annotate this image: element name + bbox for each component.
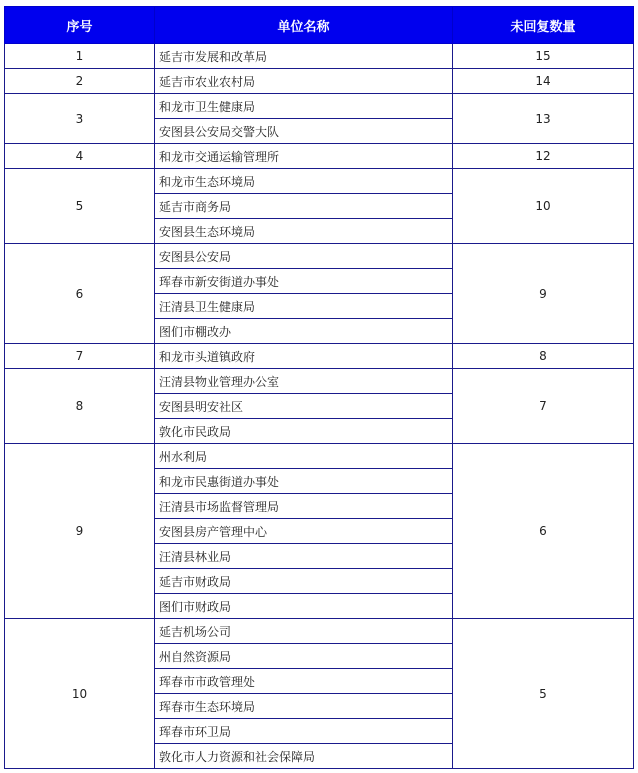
unreplied-count-cell: 10 [453,169,634,244]
seq-cell: 7 [5,344,155,369]
unit-name-cell: 敦化市人力资源和社会保障局 [155,744,453,769]
seq-cell: 5 [5,169,155,244]
unreplied-count-table [4,6,634,769]
unit-name-cell: 延吉市农业农村局 [155,69,453,94]
unreplied-count-cell: 8 [453,344,634,369]
unit-name-cell: 和龙市交通运输管理所 [155,144,453,169]
header-unreplied-count: 未回复数量 [453,7,634,44]
unit-name-cell: 延吉机场公司 [155,619,453,644]
unit-name-cell: 安图县公安局交警大队 [155,119,453,144]
unreplied-count-cell: 5 [453,619,634,769]
table-row [5,344,634,369]
unit-name-cell: 珲春市环卫局 [155,719,453,744]
seq-cell: 10 [5,619,155,769]
unit-name-cell: 敦化市民政局 [155,419,453,444]
header-seq: 序号 [5,7,155,44]
table-row [5,619,634,644]
unreplied-count-cell: 9 [453,244,634,344]
table-row [5,444,634,469]
unit-name-cell: 安图县明安社区 [155,394,453,419]
unit-name-cell: 珲春市生态环境局 [155,694,453,719]
table-row [5,144,634,169]
unit-name-cell: 州自然资源局 [155,644,453,669]
seq-cell: 6 [5,244,155,344]
unit-name-cell: 延吉市发展和改革局 [155,44,453,69]
unit-name-cell: 和龙市生态环境局 [155,169,453,194]
header-unit-name: 单位名称 [155,7,453,44]
unreplied-count-cell: 14 [453,69,634,94]
unit-name-cell: 安图县房产管理中心 [155,519,453,544]
unit-name-cell: 图们市财政局 [155,594,453,619]
unit-name-cell: 汪清县林业局 [155,544,453,569]
unit-name-cell: 汪清县物业管理办公室 [155,369,453,394]
table-row [5,244,634,269]
table-header-row [5,7,634,44]
table-row [5,44,634,69]
table-row [5,69,634,94]
unit-name-cell: 安图县生态环境局 [155,219,453,244]
table-row [5,94,634,119]
table-body [5,44,634,769]
unit-name-cell: 和龙市卫生健康局 [155,94,453,119]
unit-name-cell: 和龙市民惠街道办事处 [155,469,453,494]
unreplied-count-cell: 7 [453,369,634,444]
unit-name-cell: 和龙市头道镇政府 [155,344,453,369]
seq-cell: 8 [5,369,155,444]
unit-name-cell: 图们市棚改办 [155,319,453,344]
seq-cell: 1 [5,44,155,69]
table-row [5,369,634,394]
unit-name-cell: 汪清县卫生健康局 [155,294,453,319]
seq-cell: 9 [5,444,155,619]
unit-name-cell: 珲春市新安街道办事处 [155,269,453,294]
table-row [5,169,634,194]
unit-name-cell: 州水利局 [155,444,453,469]
unit-name-cell: 珲春市市政管理处 [155,669,453,694]
unit-name-cell: 安图县公安局 [155,244,453,269]
unreplied-count-cell: 15 [453,44,634,69]
unit-name-cell: 延吉市商务局 [155,194,453,219]
unreplied-count-cell: 13 [453,94,634,144]
seq-cell: 3 [5,94,155,144]
unit-name-cell: 延吉市财政局 [155,569,453,594]
unreplied-count-cell: 6 [453,444,634,619]
unreplied-count-cell: 12 [453,144,634,169]
seq-cell: 4 [5,144,155,169]
seq-cell: 2 [5,69,155,94]
unit-name-cell: 汪清县市场监督管理局 [155,494,453,519]
